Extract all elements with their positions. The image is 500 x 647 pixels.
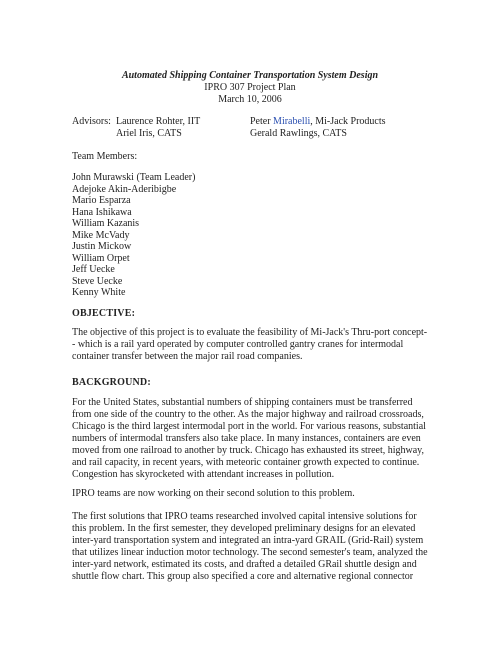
paragraph-line: The objective of this project is to evaluate the feasibility of Mi-Jack's Thru-port concept- <box>72 327 428 338</box>
team-member: Mario Esparza <box>72 195 131 206</box>
team-member: William Kazanis <box>72 218 140 229</box>
paragraph-line: from one side of the country to the other. As the major highway and railroad crossroads, <box>72 409 424 420</box>
paragraph-line: For the United States, substantial numbers of shipping containers must be transferred <box>72 397 413 408</box>
paragraph-line: The first solutions that IPRO teams researched involved capital intensive solutions for <box>72 511 417 522</box>
paragraph-line: inter-yard network, estimated its costs, and drafted a detailed GRail shuttle design and <box>72 559 417 570</box>
paragraph-line: this problem. In the first semester, they developed preliminary designs for an elevated <box>72 523 416 534</box>
paragraph-line: shuttle flow chart. This group also specified a core and alternative regional connector <box>72 571 414 582</box>
paragraph-line: inter-yard transportation system and integrated an intra-yard GRAIL (Grid-Rail) system <box>72 535 424 546</box>
background-paragraph-3 <box>72 511 442 583</box>
paragraph-line: Chicago is the third largest intermodal port in the world. For various reasons, substantial <box>72 421 426 432</box>
paragraph-line: container transfer between the major rail road companies. <box>72 351 303 362</box>
advisors-label: Advisors: <box>72 116 111 127</box>
team-member: Steve Uecke <box>72 275 123 287</box>
team-member: Kenny White <box>72 287 126 298</box>
team-member: Mike McVady <box>72 229 130 241</box>
advisor-right-1-affiliation: , Mi-Jack Products <box>310 116 386 127</box>
team-member: Hana Ishikawa <box>72 206 132 218</box>
advisor-name-link[interactable]: Mirabelli <box>273 116 311 127</box>
background-paragraph-2 <box>72 488 442 500</box>
team-member: Adejoke Akin-Aderibigbe <box>72 183 177 195</box>
paragraph-line: moved from one railroad to another by truck. Chicago has exhausted its street, highway, <box>72 445 425 456</box>
advisor-right-1-first-name: Peter <box>250 116 271 127</box>
objective-heading: OBJECTIVE: <box>72 308 136 319</box>
team-member: William Orpet <box>72 252 130 264</box>
advisor-left-1: Laurence Rohter, IIT <box>116 116 201 127</box>
paragraph-line: Congestion has skyrocketed with attendant increases in pollution. <box>72 469 335 480</box>
paragraph-line: - which is a rail yard operated by computer controlled gantry cranes for intermodal <box>72 339 404 350</box>
document-subtitle: IPRO 307 Project Plan <box>204 82 296 93</box>
document-date: March 10, 2006 <box>218 94 282 105</box>
document-title: Automated Shipping Container Transportation System Design <box>121 70 379 81</box>
advisor-left-2: Ariel Iris, CATS <box>116 128 182 139</box>
background-paragraph-1 <box>72 397 442 481</box>
team-member: Jeff Uecke <box>72 264 115 275</box>
paragraph-line: IPRO teams are now working on their second solution to this problem. <box>72 488 355 499</box>
advisor-right-1 <box>250 116 386 128</box>
team-label: Team Members: <box>72 151 138 162</box>
team-member: Justin Mickow <box>72 241 132 252</box>
team-member: John Murawski (Team Leader) <box>72 172 196 183</box>
background-heading: BACKGROUND: <box>72 377 151 388</box>
paragraph-line: and rail capacity, in recent years, with meteoric container growth expected to continue. <box>72 457 420 468</box>
advisor-right-2: Gerald Rawlings, CATS <box>250 128 347 139</box>
objective-paragraph <box>72 327 442 363</box>
paragraph-line: numbers of intermodal transfers also take place. In many instances, containers are even <box>72 433 421 444</box>
paragraph-line: that utilizes linear induction motor technology. The second semester's team, analyzed the <box>72 547 428 558</box>
